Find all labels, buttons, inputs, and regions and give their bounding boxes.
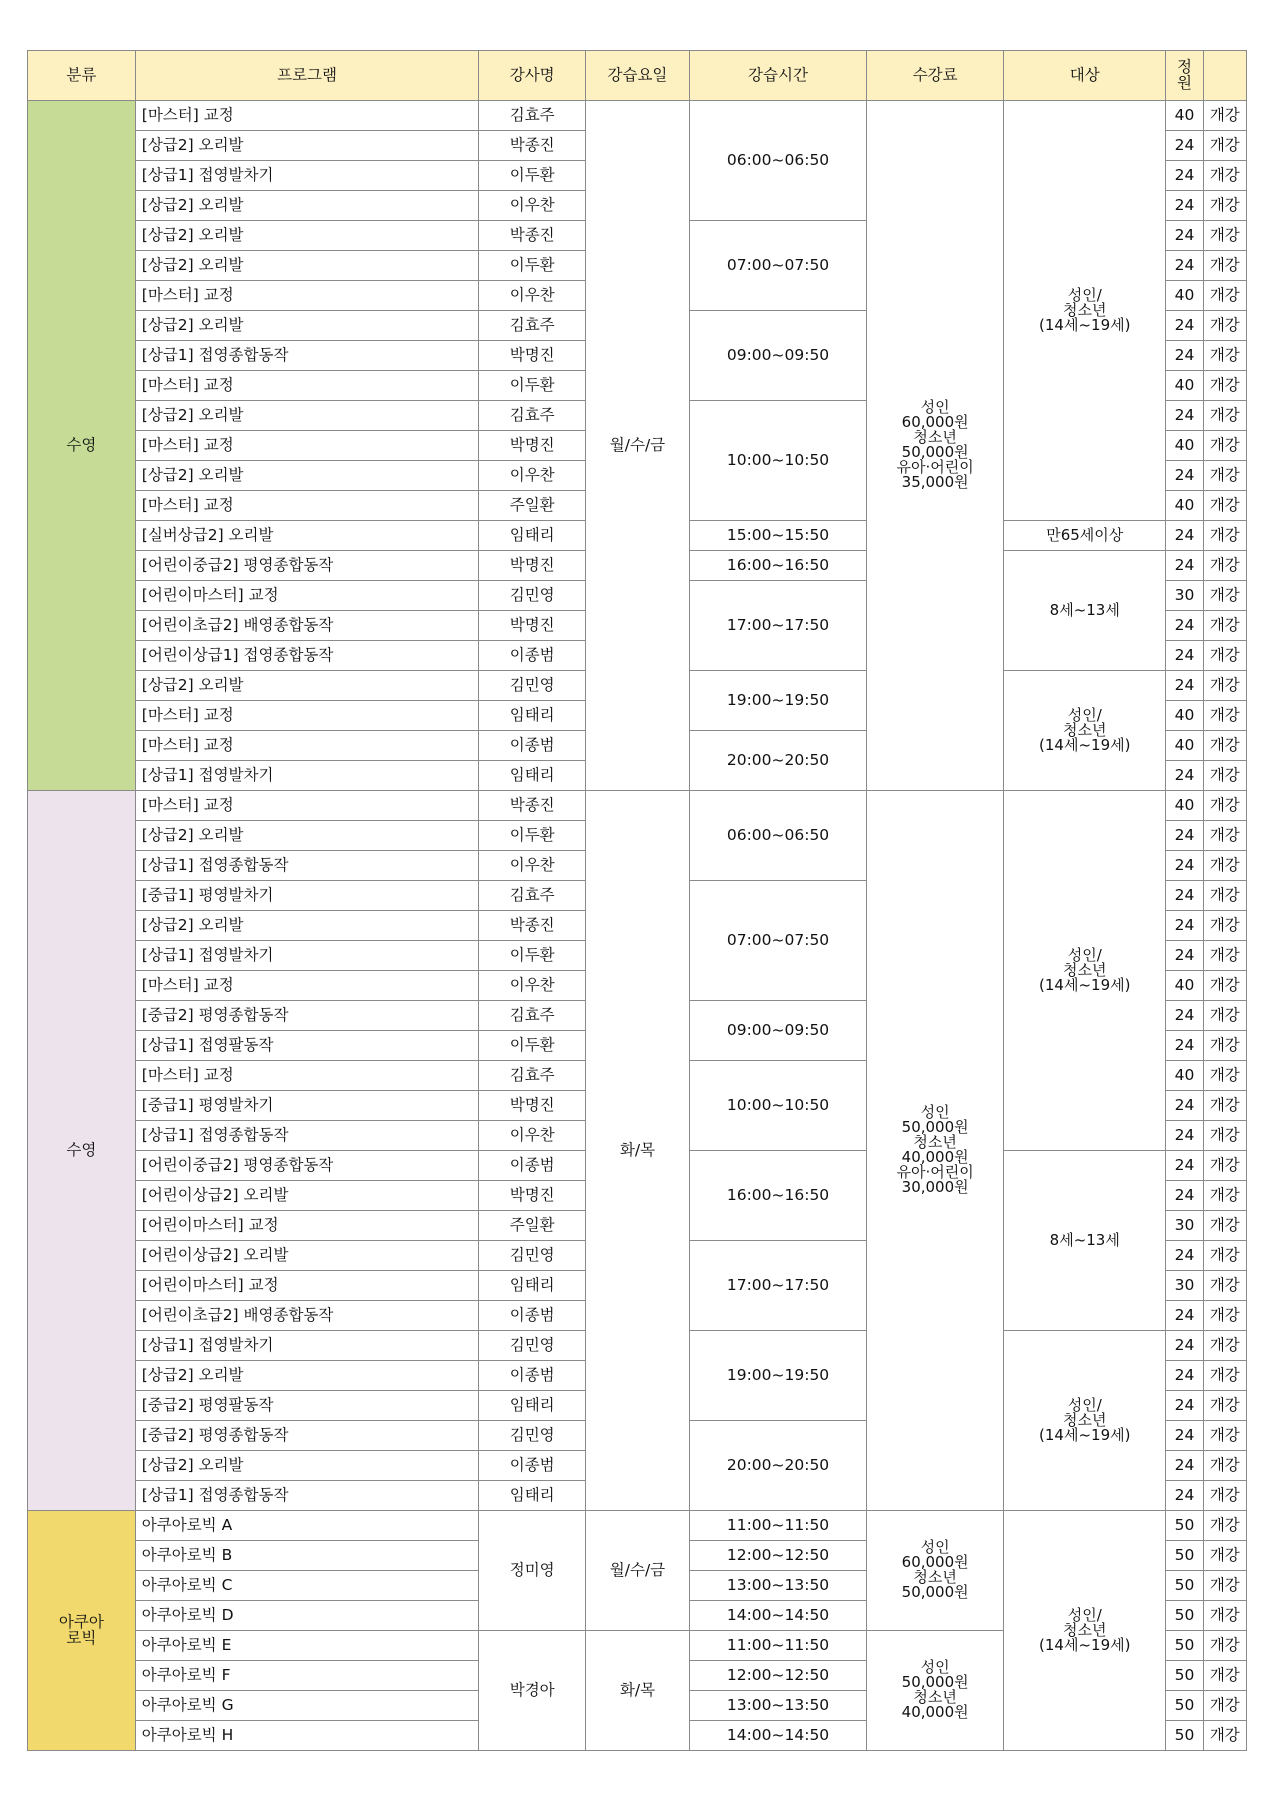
program-cell: [상급2] 오리발 [135,1361,479,1391]
time-cell: 07:00~07:50 [689,881,866,1001]
capacity-cell: 24 [1166,551,1203,581]
instructor-cell: 이우찬 [479,851,586,881]
table-row [28,791,1247,821]
table-row [28,101,1247,131]
instructor-cell: 이우찬 [479,461,586,491]
fee-cell: 성인 50,000원 청소년 40,000원 유아·어린이 30,000원 [867,791,1004,1511]
days-cell: 화/목 [586,1631,690,1751]
status-cell: 개강 [1203,311,1246,341]
status-cell: 개강 [1203,1061,1246,1091]
program-cell: [상급1] 접영종합동작 [135,1121,479,1151]
program-cell: [중급1] 평영발차기 [135,1091,479,1121]
capacity-cell: 40 [1166,731,1203,761]
fee-cell: 성인 60,000원 청소년 50,000원 [867,1511,1004,1631]
header-target: 대상 [1004,51,1166,101]
status-cell: 개강 [1203,221,1246,251]
program-cell: [마스터] 교정 [135,731,479,761]
status-cell: 개강 [1203,581,1246,611]
instructor-cell: 이두환 [479,251,586,281]
status-cell: 개강 [1203,1211,1246,1241]
program-cell: [마스터] 교정 [135,1061,479,1091]
instructor-cell: 임태리 [479,1391,586,1421]
instructor-cell: 임태리 [479,1271,586,1301]
capacity-cell: 30 [1166,1211,1203,1241]
capacity-cell: 24 [1166,251,1203,281]
program-cell: 아쿠아로빅 C [135,1571,479,1601]
capacity-cell: 24 [1166,1001,1203,1031]
program-cell: [상급1] 접영종합동작 [135,1481,479,1511]
capacity-cell: 24 [1166,191,1203,221]
instructor-cell: 김효주 [479,311,586,341]
instructor-cell: 박종진 [479,221,586,251]
capacity-cell: 24 [1166,221,1203,251]
status-cell: 개강 [1203,281,1246,311]
capacity-cell: 40 [1166,701,1203,731]
instructor-cell: 이두환 [479,821,586,851]
program-cell: [어린이마스터] 교정 [135,1211,479,1241]
status-cell: 개강 [1203,941,1246,971]
time-cell: 13:00~13:50 [689,1571,866,1601]
time-cell: 11:00~11:50 [689,1631,866,1661]
time-cell: 20:00~20:50 [689,731,866,791]
status-cell: 개강 [1203,1691,1246,1721]
status-cell: 개강 [1203,1361,1246,1391]
program-cell: 아쿠아로빅 F [135,1661,479,1691]
instructor-cell: 박명진 [479,1091,586,1121]
status-cell: 개강 [1203,971,1246,1001]
program-cell: [상급2] 오리발 [135,461,479,491]
status-cell: 개강 [1203,1421,1246,1451]
capacity-cell: 50 [1166,1631,1203,1661]
status-cell: 개강 [1203,881,1246,911]
header-capacity: 정 원 [1166,51,1203,101]
capacity-cell: 24 [1166,821,1203,851]
header-fee: 수강료 [867,51,1004,101]
program-cell: [상급2] 오리발 [135,1451,479,1481]
program-cell: [중급2] 평영종합동작 [135,1001,479,1031]
status-cell: 개강 [1203,851,1246,881]
status-cell: 개강 [1203,701,1246,731]
status-cell: 개강 [1203,1151,1246,1181]
program-cell: [어린이상급1] 접영종합동작 [135,641,479,671]
capacity-cell: 24 [1166,1121,1203,1151]
program-cell: [마스터] 교정 [135,791,479,821]
instructor-cell: 김효주 [479,881,586,911]
instructor-cell: 이종범 [479,641,586,671]
program-cell: [상급2] 오리발 [135,821,479,851]
time-cell: 16:00~16:50 [689,551,866,581]
status-cell: 개강 [1203,1301,1246,1331]
status-cell: 개강 [1203,431,1246,461]
instructor-cell: 이두환 [479,371,586,401]
program-cell: [상급2] 오리발 [135,311,479,341]
instructor-cell: 정미영 [479,1511,586,1631]
status-cell: 개강 [1203,371,1246,401]
status-cell: 개강 [1203,791,1246,821]
instructor-cell: 김효주 [479,101,586,131]
time-cell: 09:00~09:50 [689,311,866,401]
category-cell: 수영 [28,101,136,791]
status-cell: 개강 [1203,911,1246,941]
status-cell: 개강 [1203,671,1246,701]
program-cell: [상급2] 오리발 [135,221,479,251]
instructor-cell: 주일환 [479,1211,586,1241]
status-cell: 개강 [1203,131,1246,161]
time-cell: 14:00~14:50 [689,1601,866,1631]
header-category: 분류 [28,51,136,101]
capacity-cell: 24 [1166,1031,1203,1061]
program-cell: [중급2] 평영종합동작 [135,1421,479,1451]
capacity-cell: 40 [1166,371,1203,401]
instructor-cell: 김효주 [479,1061,586,1091]
status-cell: 개강 [1203,161,1246,191]
status-cell: 개강 [1203,761,1246,791]
program-cell: [상급1] 접영팔동작 [135,1031,479,1061]
status-cell: 개강 [1203,1511,1246,1541]
status-cell: 개강 [1203,1661,1246,1691]
capacity-cell: 24 [1166,1391,1203,1421]
capacity-cell: 50 [1166,1511,1203,1541]
instructor-cell: 김효주 [479,401,586,431]
instructor-cell: 이우찬 [479,281,586,311]
capacity-cell: 24 [1166,311,1203,341]
program-cell: [마스터] 교정 [135,371,479,401]
time-cell: 13:00~13:50 [689,1691,866,1721]
instructor-cell: 김민영 [479,1421,586,1451]
instructor-cell: 임태리 [479,761,586,791]
capacity-cell: 50 [1166,1541,1203,1571]
time-cell: 19:00~19:50 [689,671,866,731]
fee-cell: 성인 60,000원 청소년 50,000원 유아·어린이 35,000원 [867,101,1004,791]
instructor-cell: 이종범 [479,1451,586,1481]
status-cell: 개강 [1203,1721,1246,1751]
program-cell: [마스터] 교정 [135,491,479,521]
days-cell: 월/수/금 [586,101,690,791]
status-cell: 개강 [1203,1241,1246,1271]
program-cell: [어린이상급2] 오리발 [135,1241,479,1271]
capacity-cell: 24 [1166,161,1203,191]
capacity-cell: 24 [1166,1421,1203,1451]
time-cell: 19:00~19:50 [689,1331,866,1421]
capacity-cell: 30 [1166,1271,1203,1301]
capacity-cell: 24 [1166,761,1203,791]
capacity-cell: 24 [1166,1481,1203,1511]
target-cell: 8세~13세 [1004,551,1166,671]
capacity-cell: 24 [1166,641,1203,671]
time-cell: 12:00~12:50 [689,1661,866,1691]
program-cell: 아쿠아로빅 B [135,1541,479,1571]
status-cell: 개강 [1203,1481,1246,1511]
status-cell: 개강 [1203,401,1246,431]
program-cell: [어린이상급2] 오리발 [135,1181,479,1211]
capacity-cell: 50 [1166,1691,1203,1721]
schedule-table [27,50,1247,1751]
schedule-body [28,101,1247,1751]
capacity-cell: 24 [1166,131,1203,161]
header-status [1203,51,1246,101]
capacity-cell: 40 [1166,791,1203,821]
instructor-cell: 김민영 [479,1241,586,1271]
program-cell: [마스터] 교정 [135,701,479,731]
status-cell: 개강 [1203,1031,1246,1061]
target-cell: 만65세이상 [1004,521,1166,551]
status-cell: 개강 [1203,731,1246,761]
capacity-cell: 50 [1166,1661,1203,1691]
capacity-cell: 40 [1166,971,1203,1001]
status-cell: 개강 [1203,1091,1246,1121]
capacity-cell: 24 [1166,911,1203,941]
capacity-cell: 24 [1166,881,1203,911]
instructor-cell: 이종범 [479,1301,586,1331]
time-cell: 10:00~10:50 [689,1061,866,1151]
program-cell: [어린이초급2] 배영종합동작 [135,1301,479,1331]
instructor-cell: 박명진 [479,431,586,461]
time-cell: 20:00~20:50 [689,1421,866,1511]
instructor-cell: 박명진 [479,341,586,371]
capacity-cell: 24 [1166,1151,1203,1181]
program-cell: [어린이중급2] 평영종합동작 [135,551,479,581]
instructor-cell: 이두환 [479,1031,586,1061]
capacity-cell: 24 [1166,461,1203,491]
status-cell: 개강 [1203,1541,1246,1571]
capacity-cell: 24 [1166,1331,1203,1361]
program-cell: [상급2] 오리발 [135,401,479,431]
program-cell: [중급2] 평영팔동작 [135,1391,479,1421]
instructor-cell: 주일환 [479,491,586,521]
instructor-cell: 박명진 [479,551,586,581]
program-cell: [상급1] 접영발차기 [135,941,479,971]
time-cell: 09:00~09:50 [689,1001,866,1061]
target-cell: 성인/ 청소년 (14세~19세) [1004,1331,1166,1511]
time-cell: 17:00~17:50 [689,581,866,671]
program-cell: [중급1] 평영발차기 [135,881,479,911]
status-cell: 개강 [1203,251,1246,281]
instructor-cell: 박종진 [479,131,586,161]
time-cell: 15:00~15:50 [689,521,866,551]
instructor-cell: 이두환 [479,941,586,971]
program-cell: 아쿠아로빅 G [135,1691,479,1721]
capacity-cell: 24 [1166,521,1203,551]
capacity-cell: 24 [1166,1451,1203,1481]
header-time: 강습시간 [689,51,866,101]
time-cell: 10:00~10:50 [689,401,866,521]
capacity-cell: 40 [1166,491,1203,521]
status-cell: 개강 [1203,1391,1246,1421]
program-cell: [마스터] 교정 [135,431,479,461]
category-cell [28,1511,136,1751]
status-cell: 개강 [1203,1601,1246,1631]
days-cell: 월/수/금 [586,1511,690,1631]
capacity-cell: 40 [1166,281,1203,311]
program-cell: [상급2] 오리발 [135,911,479,941]
status-cell: 개강 [1203,491,1246,521]
capacity-cell: 50 [1166,1721,1203,1751]
target-cell: 성인/ 청소년 (14세~19세) [1004,101,1166,521]
status-cell: 개강 [1203,1121,1246,1151]
program-cell: 아쿠아로빅 E [135,1631,479,1661]
program-cell: [상급1] 접영발차기 [135,161,479,191]
header-days: 강습요일 [586,51,690,101]
time-cell: 11:00~11:50 [689,1511,866,1541]
target-cell: 8세~13세 [1004,1151,1166,1331]
fee-cell: 성인 50,000원 청소년 40,000원 [867,1631,1004,1751]
program-cell: [상급2] 오리발 [135,251,479,281]
instructor-cell: 김민영 [479,671,586,701]
status-cell: 개강 [1203,1631,1246,1661]
capacity-cell: 30 [1166,581,1203,611]
program-cell: [어린이초급2] 배영종합동작 [135,611,479,641]
status-cell: 개강 [1203,1181,1246,1211]
time-cell: 16:00~16:50 [689,1151,866,1241]
status-cell: 개강 [1203,1271,1246,1301]
capacity-cell: 50 [1166,1571,1203,1601]
status-cell: 개강 [1203,551,1246,581]
status-cell: 개강 [1203,461,1246,491]
program-cell: 아쿠아로빅 D [135,1601,479,1631]
status-cell: 개강 [1203,611,1246,641]
capacity-cell: 24 [1166,401,1203,431]
program-cell: [상급1] 접영종합동작 [135,851,479,881]
instructor-cell: 박종진 [479,791,586,821]
instructor-cell: 이종범 [479,1151,586,1181]
instructor-cell: 김민영 [479,581,586,611]
program-cell: [마스터] 교정 [135,101,479,131]
program-cell: [실버상급2] 오리발 [135,521,479,551]
time-cell: 14:00~14:50 [689,1721,866,1751]
header-program: 프로그램 [135,51,479,101]
target-cell: 성인/ 청소년 (14세~19세) [1004,671,1166,791]
time-cell: 12:00~12:50 [689,1541,866,1571]
instructor-cell: 박경아 [479,1631,586,1751]
status-cell: 개강 [1203,1571,1246,1601]
capacity-cell: 24 [1166,1181,1203,1211]
program-cell: 아쿠아로빅 H [135,1721,479,1751]
instructor-cell: 임태리 [479,521,586,551]
capacity-cell: 24 [1166,341,1203,371]
capacity-cell: 24 [1166,1361,1203,1391]
program-cell: [어린이마스터] 교정 [135,581,479,611]
header-instructor: 강사명 [479,51,586,101]
status-cell: 개강 [1203,521,1246,551]
instructor-cell: 김민영 [479,1331,586,1361]
instructor-cell: 박종진 [479,911,586,941]
program-cell: [어린이중급2] 평영종합동작 [135,1151,479,1181]
instructor-cell: 이우찬 [479,971,586,1001]
capacity-cell: 40 [1166,431,1203,461]
time-cell: 06:00~06:50 [689,791,866,881]
status-cell: 개강 [1203,191,1246,221]
table-row [28,1511,1247,1541]
capacity-cell: 24 [1166,671,1203,701]
instructor-cell: 이종범 [479,1361,586,1391]
capacity-cell: 24 [1166,1301,1203,1331]
capacity-cell: 24 [1166,1091,1203,1121]
program-cell: [상급1] 접영발차기 [135,761,479,791]
program-cell: [상급2] 오리발 [135,671,479,701]
instructor-cell: 이우찬 [479,191,586,221]
time-cell: 07:00~07:50 [689,221,866,311]
target-cell: 성인/ 청소년 (14세~19세) [1004,1511,1166,1751]
category-cell: 수영 [28,791,136,1511]
instructor-cell: 임태리 [479,701,586,731]
capacity-cell: 24 [1166,851,1203,881]
status-cell: 개강 [1203,1001,1246,1031]
capacity-cell: 24 [1166,941,1203,971]
status-cell: 개강 [1203,341,1246,371]
status-cell: 개강 [1203,1331,1246,1361]
capacity-cell: 24 [1166,611,1203,641]
instructor-cell: 박명진 [479,1181,586,1211]
capacity-cell: 50 [1166,1601,1203,1631]
capacity-cell: 40 [1166,101,1203,131]
category-label: 아쿠아 로빅 [58,1613,104,1647]
program-cell: [상급1] 접영종합동작 [135,341,479,371]
target-cell: 성인/ 청소년 (14세~19세) [1004,791,1166,1151]
status-cell: 개강 [1203,1451,1246,1481]
status-cell: 개강 [1203,101,1246,131]
status-cell: 개강 [1203,821,1246,851]
program-cell: [어린이마스터] 교정 [135,1271,479,1301]
status-cell: 개강 [1203,641,1246,671]
program-cell: [상급2] 오리발 [135,131,479,161]
program-cell: [상급1] 접영발차기 [135,1331,479,1361]
instructor-cell: 박명진 [479,611,586,641]
days-cell: 화/목 [586,791,690,1511]
time-cell: 17:00~17:50 [689,1241,866,1331]
instructor-cell: 이두환 [479,161,586,191]
capacity-cell: 40 [1166,1061,1203,1091]
program-cell: [마스터] 교정 [135,281,479,311]
instructor-cell: 임태리 [479,1481,586,1511]
capacity-cell: 24 [1166,1241,1203,1271]
time-cell: 06:00~06:50 [689,101,866,221]
instructor-cell: 김효주 [479,1001,586,1031]
program-cell: 아쿠아로빅 A [135,1511,479,1541]
instructor-cell: 이우찬 [479,1121,586,1151]
program-cell: [마스터] 교정 [135,971,479,1001]
program-cell: [상급2] 오리발 [135,191,479,221]
header-row [28,51,1247,101]
instructor-cell: 이종범 [479,731,586,761]
